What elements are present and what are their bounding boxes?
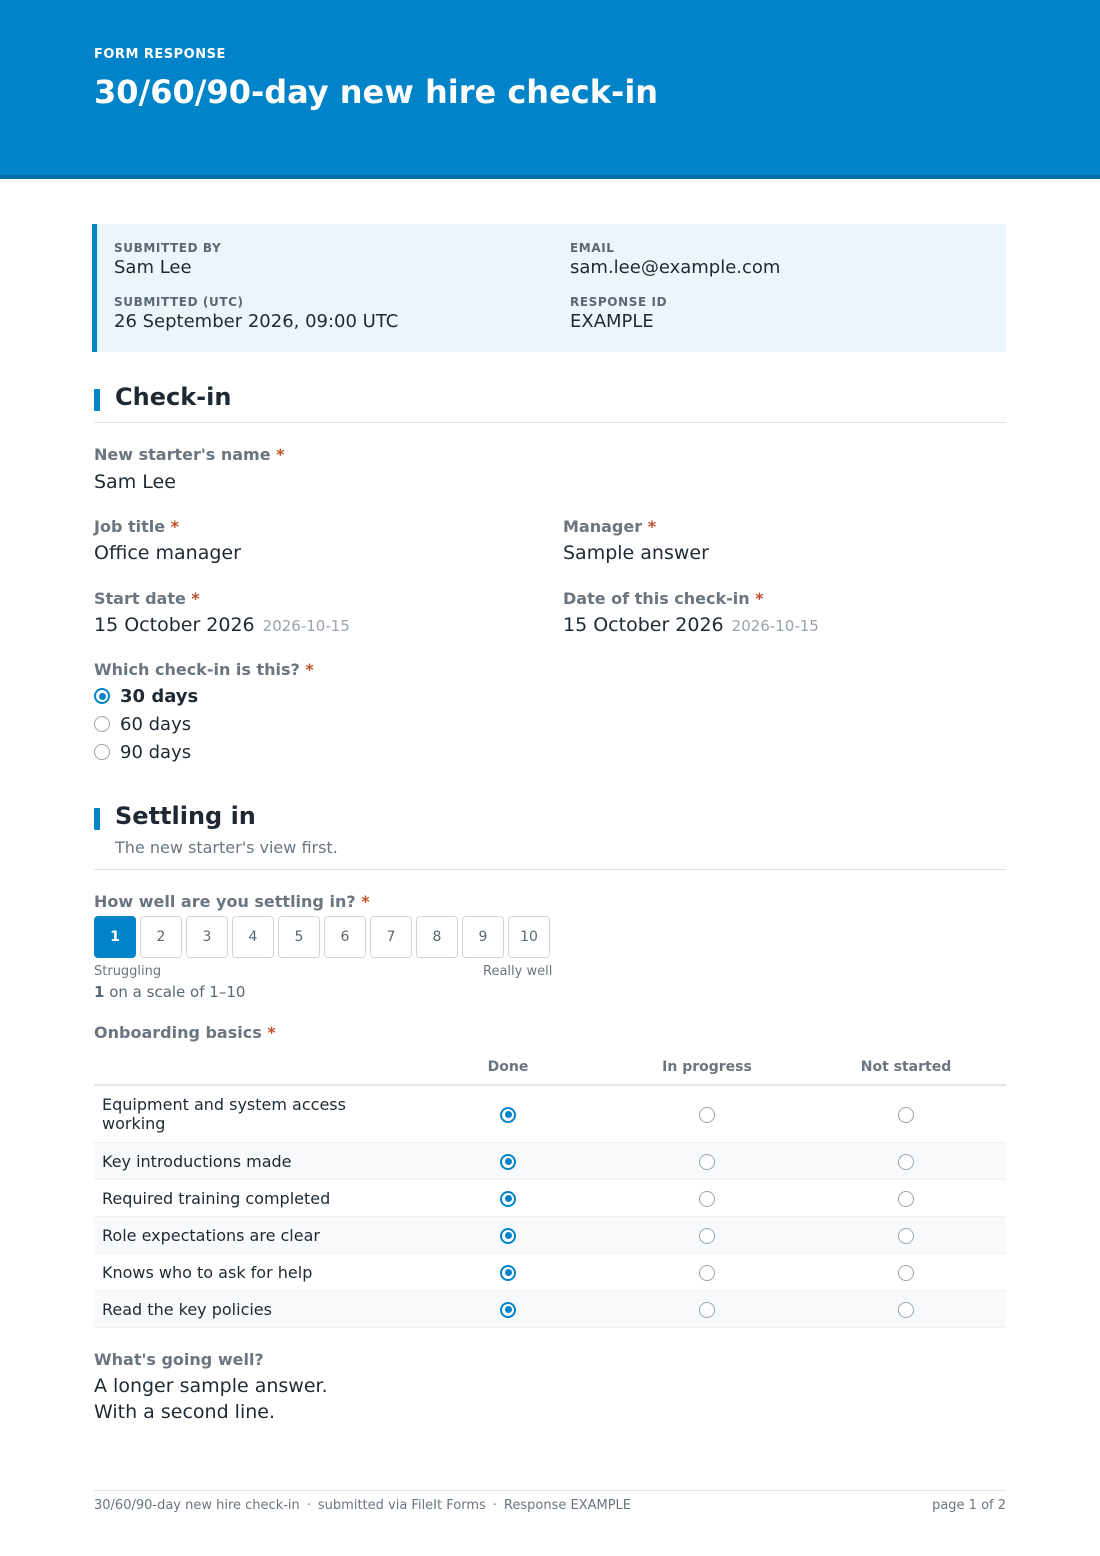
header-eyebrow: FORM RESPONSE	[94, 47, 226, 62]
required-mark: *	[647, 517, 657, 536]
email-label: EMAIL	[570, 241, 615, 255]
required-mark: *	[170, 517, 180, 536]
scale-option-8[interactable]: 8	[416, 916, 458, 958]
footer-form-name: 30/60/90-day new hire check-in	[94, 1498, 300, 1513]
matrix-row-label: Role expectations are clear	[102, 1226, 320, 1245]
rating-scale	[94, 916, 550, 958]
radio-empty-icon[interactable]	[898, 1228, 914, 1244]
required-mark: *	[361, 892, 370, 911]
response-id-value: EXAMPLE	[570, 311, 654, 332]
matrix-row	[94, 1180, 1006, 1217]
radio-empty-icon[interactable]	[898, 1265, 914, 1281]
section-accent-bar	[94, 389, 100, 411]
manager-label: Manager *	[563, 517, 657, 536]
answer-line: With a second line.	[94, 1401, 275, 1423]
scale-high-label: Really well	[483, 964, 553, 979]
scale-option-3[interactable]: 3	[186, 916, 228, 958]
matrix-row-label: Equipment and system access working	[102, 1095, 346, 1133]
required-mark: *	[267, 1023, 276, 1042]
submitted-by-value: Sam Lee	[114, 257, 192, 278]
radio-empty-icon[interactable]	[94, 716, 110, 732]
going-well-answer	[94, 1373, 328, 1425]
scale-option-10[interactable]: 10	[508, 916, 550, 958]
radio-empty-icon[interactable]	[898, 1154, 914, 1170]
matrix-row	[94, 1143, 1006, 1180]
required-mark: *	[755, 589, 764, 608]
matrix-column-not-started: Not started	[860, 1059, 952, 1075]
manager-value: Sample answer	[563, 542, 709, 564]
radio-empty-icon[interactable]	[94, 744, 110, 760]
matrix-row	[94, 1291, 1006, 1328]
start-date-value: 15 October 2026 2026-10-15	[94, 614, 350, 636]
footer-response: Response EXAMPLE	[503, 1498, 631, 1513]
radio-empty-icon[interactable]	[898, 1302, 914, 1318]
footer-via: submitted via FileIt Forms	[317, 1498, 486, 1513]
which-checkin-label: Which check-in is this? *	[94, 660, 314, 679]
settling-scale-label: How well are you settling in? *	[94, 892, 370, 911]
radio-selected-icon[interactable]	[500, 1107, 516, 1123]
footer-info	[94, 1498, 631, 1513]
response-id-label: RESPONSE ID	[570, 295, 668, 309]
radio-empty-icon[interactable]	[699, 1154, 715, 1170]
scale-option-7[interactable]: 7	[370, 916, 412, 958]
matrix-body	[94, 1086, 1006, 1328]
divider	[94, 869, 1006, 870]
radio-empty-icon[interactable]	[699, 1265, 715, 1281]
matrix-column-in-progress: In progress	[662, 1059, 752, 1075]
checkin-date-value: 15 October 2026 2026-10-15	[563, 614, 819, 636]
radio-selected-icon[interactable]	[500, 1154, 516, 1170]
start-date-label: Start date *	[94, 589, 200, 608]
radio-empty-icon[interactable]	[898, 1191, 914, 1207]
footer-separator: ·	[306, 1498, 311, 1513]
matrix-row-label: Required training completed	[102, 1189, 331, 1208]
section-subtitle: The new starter's view first.	[115, 838, 338, 857]
form-title: 30/60/90-day new hire check-in	[94, 73, 659, 111]
radio-empty-icon[interactable]	[699, 1228, 715, 1244]
required-mark: *	[276, 445, 285, 464]
email	[570, 241, 780, 278]
footer-divider	[94, 1490, 1006, 1491]
section-title: Check-in	[115, 383, 232, 411]
radio-option-30-days[interactable]	[94, 685, 198, 707]
radio-option-label: 90 days	[120, 741, 192, 763]
onboarding-matrix	[94, 1050, 1006, 1328]
radio-option-90-days[interactable]	[94, 741, 191, 763]
radio-empty-icon[interactable]	[699, 1191, 715, 1207]
matrix-header	[94, 1050, 1006, 1086]
scale-option-6[interactable]: 6	[324, 916, 366, 958]
name-value: Sam Lee	[94, 471, 176, 493]
submission-meta	[92, 224, 1006, 352]
radio-empty-icon[interactable]	[699, 1302, 715, 1318]
radio-selected-icon[interactable]	[500, 1265, 516, 1281]
matrix-row-label: Key introductions made	[102, 1152, 292, 1171]
radio-empty-icon[interactable]	[699, 1107, 715, 1123]
start-date-iso: 2026-10-15	[262, 617, 350, 635]
scale-option-2[interactable]: 2	[140, 916, 182, 958]
matrix-row-label: Read the key policies	[102, 1300, 272, 1319]
matrix-column-done: Done	[487, 1059, 529, 1075]
submitted-by-label: SUBMITTED BY	[114, 241, 222, 255]
required-mark: *	[191, 589, 200, 608]
radio-option-60-days[interactable]	[94, 713, 191, 735]
submitted-utc-label: SUBMITTED (UTC)	[114, 295, 244, 309]
section-title: Settling in	[115, 802, 256, 830]
scale-option-1[interactable]: 1	[94, 916, 136, 958]
section-accent-bar	[94, 808, 100, 830]
onboarding-basics-label: Onboarding basics *	[94, 1023, 276, 1042]
required-mark: *	[305, 660, 314, 679]
matrix-row-label: Knows who to ask for help	[102, 1263, 313, 1282]
checkin-date-iso: 2026-10-15	[731, 617, 819, 635]
job-title-value: Office manager	[94, 542, 241, 564]
job-title-label: Job title *	[94, 517, 180, 536]
going-well-label: What's going well?	[94, 1350, 264, 1369]
name-label: New starter's name *	[94, 445, 285, 464]
submitted-utc-value: 26 September 2026, 09:00 UTC	[114, 311, 399, 332]
checkin-date-label: Date of this check-in *	[563, 589, 764, 608]
radio-empty-icon[interactable]	[898, 1107, 914, 1123]
answer-line: A longer sample answer.	[94, 1375, 328, 1397]
scale-option-4[interactable]: 4	[232, 916, 274, 958]
scale-summary: 1 on a scale of 1–10	[94, 983, 246, 1001]
scale-option-5[interactable]: 5	[278, 916, 320, 958]
radio-option-label: 60 days	[120, 713, 192, 735]
divider	[94, 422, 1006, 423]
submitted-utc	[114, 295, 398, 332]
matrix-row	[94, 1217, 1006, 1254]
page-number: page 1 of 2	[932, 1498, 1006, 1513]
radio-selected-icon[interactable]	[500, 1228, 516, 1244]
radio-selected-icon[interactable]	[500, 1302, 516, 1318]
scale-low-label: Struggling	[94, 964, 162, 979]
radio-selected-icon[interactable]	[94, 688, 110, 704]
form-header	[0, 0, 1100, 179]
radio-selected-icon[interactable]	[500, 1191, 516, 1207]
submitted-by	[114, 241, 221, 278]
matrix-row	[94, 1254, 1006, 1291]
response-id	[570, 295, 667, 332]
email-value: sam.lee@example.com	[570, 257, 781, 278]
scale-option-9[interactable]: 9	[462, 916, 504, 958]
matrix-row	[94, 1086, 1006, 1143]
radio-option-label: 30 days	[120, 685, 199, 707]
footer-separator: ·	[492, 1498, 497, 1513]
